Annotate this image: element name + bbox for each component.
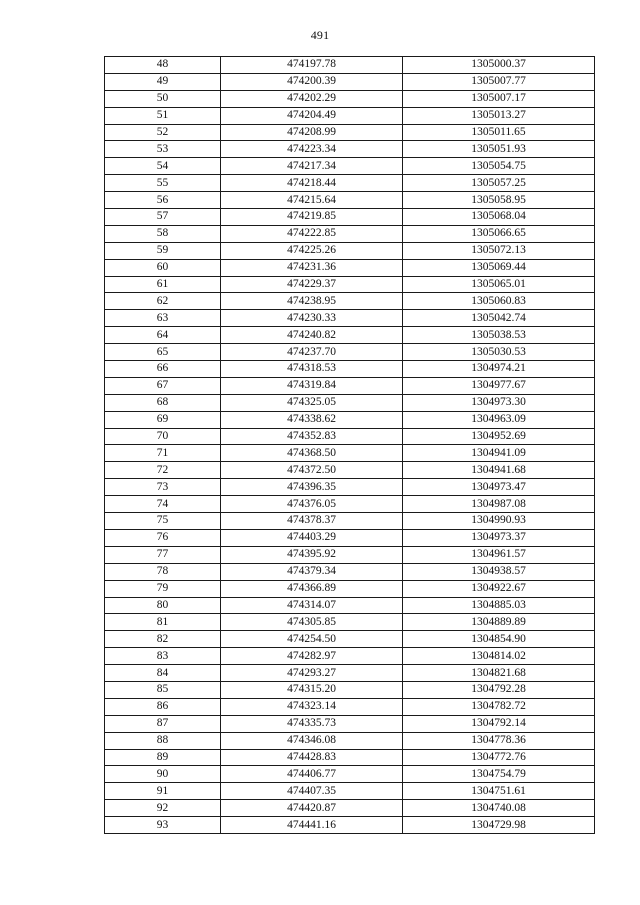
x-coordinate-cell: 474215.64 bbox=[221, 192, 403, 209]
x-coordinate-cell: 474218.44 bbox=[221, 175, 403, 192]
x-coordinate-cell: 474338.62 bbox=[221, 411, 403, 428]
x-coordinate-cell: 474335.73 bbox=[221, 715, 403, 732]
y-coordinate-cell: 1304938.57 bbox=[403, 563, 595, 580]
point-number-cell: 60 bbox=[105, 259, 221, 276]
point-number-cell: 86 bbox=[105, 698, 221, 715]
y-coordinate-cell: 1304751.61 bbox=[403, 783, 595, 800]
table-row bbox=[105, 580, 595, 597]
y-coordinate-cell: 1305042.74 bbox=[403, 310, 595, 327]
y-coordinate-cell: 1305007.17 bbox=[403, 90, 595, 107]
x-coordinate-cell: 474222.85 bbox=[221, 225, 403, 242]
table-row bbox=[105, 665, 595, 682]
point-number-cell: 54 bbox=[105, 158, 221, 175]
y-coordinate-cell: 1304973.37 bbox=[403, 529, 595, 546]
y-coordinate-cell: 1305069.44 bbox=[403, 259, 595, 276]
point-number-cell: 61 bbox=[105, 276, 221, 293]
point-number-cell: 50 bbox=[105, 90, 221, 107]
x-coordinate-cell: 474396.35 bbox=[221, 479, 403, 496]
x-coordinate-cell: 474282.97 bbox=[221, 648, 403, 665]
table-row bbox=[105, 73, 595, 90]
table-row bbox=[105, 428, 595, 445]
y-coordinate-cell: 1304977.67 bbox=[403, 377, 595, 394]
x-coordinate-cell: 474200.39 bbox=[221, 73, 403, 90]
table-row bbox=[105, 107, 595, 124]
point-number-cell: 51 bbox=[105, 107, 221, 124]
x-coordinate-cell: 474204.49 bbox=[221, 107, 403, 124]
point-number-cell: 49 bbox=[105, 73, 221, 90]
point-number-cell: 91 bbox=[105, 783, 221, 800]
x-coordinate-cell: 474219.85 bbox=[221, 209, 403, 226]
x-coordinate-cell: 474230.33 bbox=[221, 310, 403, 327]
x-coordinate-cell: 474225.26 bbox=[221, 242, 403, 259]
point-number-cell: 92 bbox=[105, 800, 221, 817]
x-coordinate-cell: 474372.50 bbox=[221, 462, 403, 479]
point-number-cell: 69 bbox=[105, 411, 221, 428]
x-coordinate-cell: 474395.92 bbox=[221, 546, 403, 563]
point-number-cell: 72 bbox=[105, 462, 221, 479]
point-number-cell: 83 bbox=[105, 648, 221, 665]
y-coordinate-cell: 1305068.04 bbox=[403, 209, 595, 226]
point-number-cell: 62 bbox=[105, 293, 221, 310]
y-coordinate-cell: 1305057.25 bbox=[403, 175, 595, 192]
y-coordinate-cell: 1304792.14 bbox=[403, 715, 595, 732]
y-coordinate-cell: 1305013.27 bbox=[403, 107, 595, 124]
x-coordinate-cell: 474325.05 bbox=[221, 394, 403, 411]
y-coordinate-cell: 1304961.57 bbox=[403, 546, 595, 563]
point-number-cell: 85 bbox=[105, 681, 221, 698]
table-row bbox=[105, 732, 595, 749]
y-coordinate-cell: 1304778.36 bbox=[403, 732, 595, 749]
table-row bbox=[105, 614, 595, 631]
y-coordinate-cell: 1305065.01 bbox=[403, 276, 595, 293]
point-number-cell: 73 bbox=[105, 479, 221, 496]
y-coordinate-cell: 1304854.90 bbox=[403, 631, 595, 648]
y-coordinate-cell: 1304952.69 bbox=[403, 428, 595, 445]
point-number-cell: 56 bbox=[105, 192, 221, 209]
table-row bbox=[105, 800, 595, 817]
x-coordinate-cell: 474407.35 bbox=[221, 783, 403, 800]
table-row bbox=[105, 276, 595, 293]
y-coordinate-cell: 1305066.65 bbox=[403, 225, 595, 242]
y-coordinate-cell: 1305058.95 bbox=[403, 192, 595, 209]
coordinates-table bbox=[104, 56, 595, 834]
point-number-cell: 53 bbox=[105, 141, 221, 158]
y-coordinate-cell: 1305000.37 bbox=[403, 57, 595, 74]
table-row bbox=[105, 175, 595, 192]
x-coordinate-cell: 474406.77 bbox=[221, 766, 403, 783]
x-coordinate-cell: 474217.34 bbox=[221, 158, 403, 175]
point-number-cell: 65 bbox=[105, 344, 221, 361]
y-coordinate-cell: 1304729.98 bbox=[403, 817, 595, 834]
x-coordinate-cell: 474420.87 bbox=[221, 800, 403, 817]
table-row bbox=[105, 90, 595, 107]
x-coordinate-cell: 474254.50 bbox=[221, 631, 403, 648]
y-coordinate-cell: 1304740.08 bbox=[403, 800, 595, 817]
table-row bbox=[105, 209, 595, 226]
table-row bbox=[105, 513, 595, 530]
y-coordinate-cell: 1304821.68 bbox=[403, 665, 595, 682]
y-coordinate-cell: 1305007.77 bbox=[403, 73, 595, 90]
point-number-cell: 59 bbox=[105, 242, 221, 259]
table-row bbox=[105, 445, 595, 462]
y-coordinate-cell: 1304974.21 bbox=[403, 361, 595, 378]
point-number-cell: 76 bbox=[105, 529, 221, 546]
page-number: 491 bbox=[310, 28, 330, 42]
y-coordinate-cell: 1304814.02 bbox=[403, 648, 595, 665]
x-coordinate-cell: 474315.20 bbox=[221, 681, 403, 698]
x-coordinate-cell: 474318.53 bbox=[221, 361, 403, 378]
point-number-cell: 71 bbox=[105, 445, 221, 462]
table-row bbox=[105, 327, 595, 344]
x-coordinate-cell: 474293.27 bbox=[221, 665, 403, 682]
x-coordinate-cell: 474352.83 bbox=[221, 428, 403, 445]
coordinates-table-body bbox=[105, 57, 595, 834]
table-row bbox=[105, 698, 595, 715]
x-coordinate-cell: 474323.14 bbox=[221, 698, 403, 715]
point-number-cell: 75 bbox=[105, 513, 221, 530]
y-coordinate-cell: 1305038.53 bbox=[403, 327, 595, 344]
x-coordinate-cell: 474379.34 bbox=[221, 563, 403, 580]
y-coordinate-cell: 1305030.53 bbox=[403, 344, 595, 361]
x-coordinate-cell: 474378.37 bbox=[221, 513, 403, 530]
x-coordinate-cell: 474428.83 bbox=[221, 749, 403, 766]
table-row bbox=[105, 563, 595, 580]
table-row bbox=[105, 681, 595, 698]
point-number-cell: 88 bbox=[105, 732, 221, 749]
table-row bbox=[105, 749, 595, 766]
point-number-cell: 80 bbox=[105, 597, 221, 614]
table-row bbox=[105, 293, 595, 310]
point-number-cell: 52 bbox=[105, 124, 221, 141]
y-coordinate-cell: 1305060.83 bbox=[403, 293, 595, 310]
point-number-cell: 82 bbox=[105, 631, 221, 648]
table-row bbox=[105, 310, 595, 327]
point-number-cell: 58 bbox=[105, 225, 221, 242]
point-number-cell: 89 bbox=[105, 749, 221, 766]
table-row bbox=[105, 377, 595, 394]
table-row bbox=[105, 344, 595, 361]
point-number-cell: 81 bbox=[105, 614, 221, 631]
y-coordinate-cell: 1304772.76 bbox=[403, 749, 595, 766]
table-row bbox=[105, 411, 595, 428]
table-row bbox=[105, 394, 595, 411]
table-row bbox=[105, 546, 595, 563]
x-coordinate-cell: 474314.07 bbox=[221, 597, 403, 614]
table-row bbox=[105, 479, 595, 496]
point-number-cell: 78 bbox=[105, 563, 221, 580]
point-number-cell: 77 bbox=[105, 546, 221, 563]
table-row bbox=[105, 192, 595, 209]
x-coordinate-cell: 474240.82 bbox=[221, 327, 403, 344]
y-coordinate-cell: 1304973.47 bbox=[403, 479, 595, 496]
point-number-cell: 63 bbox=[105, 310, 221, 327]
x-coordinate-cell: 474237.70 bbox=[221, 344, 403, 361]
y-coordinate-cell: 1304941.68 bbox=[403, 462, 595, 479]
point-number-cell: 48 bbox=[105, 57, 221, 74]
table-row bbox=[105, 783, 595, 800]
y-coordinate-cell: 1304987.08 bbox=[403, 496, 595, 513]
table-row bbox=[105, 817, 595, 834]
x-coordinate-cell: 474208.99 bbox=[221, 124, 403, 141]
table-row bbox=[105, 242, 595, 259]
table-row bbox=[105, 529, 595, 546]
table-row bbox=[105, 648, 595, 665]
table-row bbox=[105, 141, 595, 158]
x-coordinate-cell: 474238.95 bbox=[221, 293, 403, 310]
x-coordinate-cell: 474229.37 bbox=[221, 276, 403, 293]
x-coordinate-cell: 474376.05 bbox=[221, 496, 403, 513]
x-coordinate-cell: 474368.50 bbox=[221, 445, 403, 462]
x-coordinate-cell: 474403.29 bbox=[221, 529, 403, 546]
point-number-cell: 64 bbox=[105, 327, 221, 344]
point-number-cell: 79 bbox=[105, 580, 221, 597]
y-coordinate-cell: 1304792.28 bbox=[403, 681, 595, 698]
y-coordinate-cell: 1304963.09 bbox=[403, 411, 595, 428]
table-row bbox=[105, 259, 595, 276]
y-coordinate-cell: 1305051.93 bbox=[403, 141, 595, 158]
table-row bbox=[105, 361, 595, 378]
x-coordinate-cell: 474441.16 bbox=[221, 817, 403, 834]
point-number-cell: 93 bbox=[105, 817, 221, 834]
point-number-cell: 74 bbox=[105, 496, 221, 513]
x-coordinate-cell: 474197.78 bbox=[221, 57, 403, 74]
y-coordinate-cell: 1304754.79 bbox=[403, 766, 595, 783]
x-coordinate-cell: 474223.34 bbox=[221, 141, 403, 158]
y-coordinate-cell: 1304973.30 bbox=[403, 394, 595, 411]
y-coordinate-cell: 1304990.93 bbox=[403, 513, 595, 530]
y-coordinate-cell: 1304885.03 bbox=[403, 597, 595, 614]
point-number-cell: 90 bbox=[105, 766, 221, 783]
point-number-cell: 70 bbox=[105, 428, 221, 445]
y-coordinate-cell: 1304782.72 bbox=[403, 698, 595, 715]
point-number-cell: 55 bbox=[105, 175, 221, 192]
x-coordinate-cell: 474319.84 bbox=[221, 377, 403, 394]
table-row bbox=[105, 766, 595, 783]
point-number-cell: 57 bbox=[105, 209, 221, 226]
table-row bbox=[105, 462, 595, 479]
x-coordinate-cell: 474305.85 bbox=[221, 614, 403, 631]
x-coordinate-cell: 474366.89 bbox=[221, 580, 403, 597]
y-coordinate-cell: 1305011.65 bbox=[403, 124, 595, 141]
x-coordinate-cell: 474202.29 bbox=[221, 90, 403, 107]
table-row bbox=[105, 225, 595, 242]
point-number-cell: 84 bbox=[105, 665, 221, 682]
table-row bbox=[105, 57, 595, 74]
x-coordinate-cell: 474346.08 bbox=[221, 732, 403, 749]
table-row bbox=[105, 124, 595, 141]
table-row bbox=[105, 158, 595, 175]
table-row bbox=[105, 496, 595, 513]
x-coordinate-cell: 474231.36 bbox=[221, 259, 403, 276]
point-number-cell: 67 bbox=[105, 377, 221, 394]
y-coordinate-cell: 1304889.89 bbox=[403, 614, 595, 631]
table-row bbox=[105, 631, 595, 648]
y-coordinate-cell: 1304922.67 bbox=[403, 580, 595, 597]
point-number-cell: 87 bbox=[105, 715, 221, 732]
y-coordinate-cell: 1305054.75 bbox=[403, 158, 595, 175]
y-coordinate-cell: 1304941.09 bbox=[403, 445, 595, 462]
table-row bbox=[105, 597, 595, 614]
y-coordinate-cell: 1305072.13 bbox=[403, 242, 595, 259]
table-row bbox=[105, 715, 595, 732]
point-number-cell: 68 bbox=[105, 394, 221, 411]
point-number-cell: 66 bbox=[105, 361, 221, 378]
